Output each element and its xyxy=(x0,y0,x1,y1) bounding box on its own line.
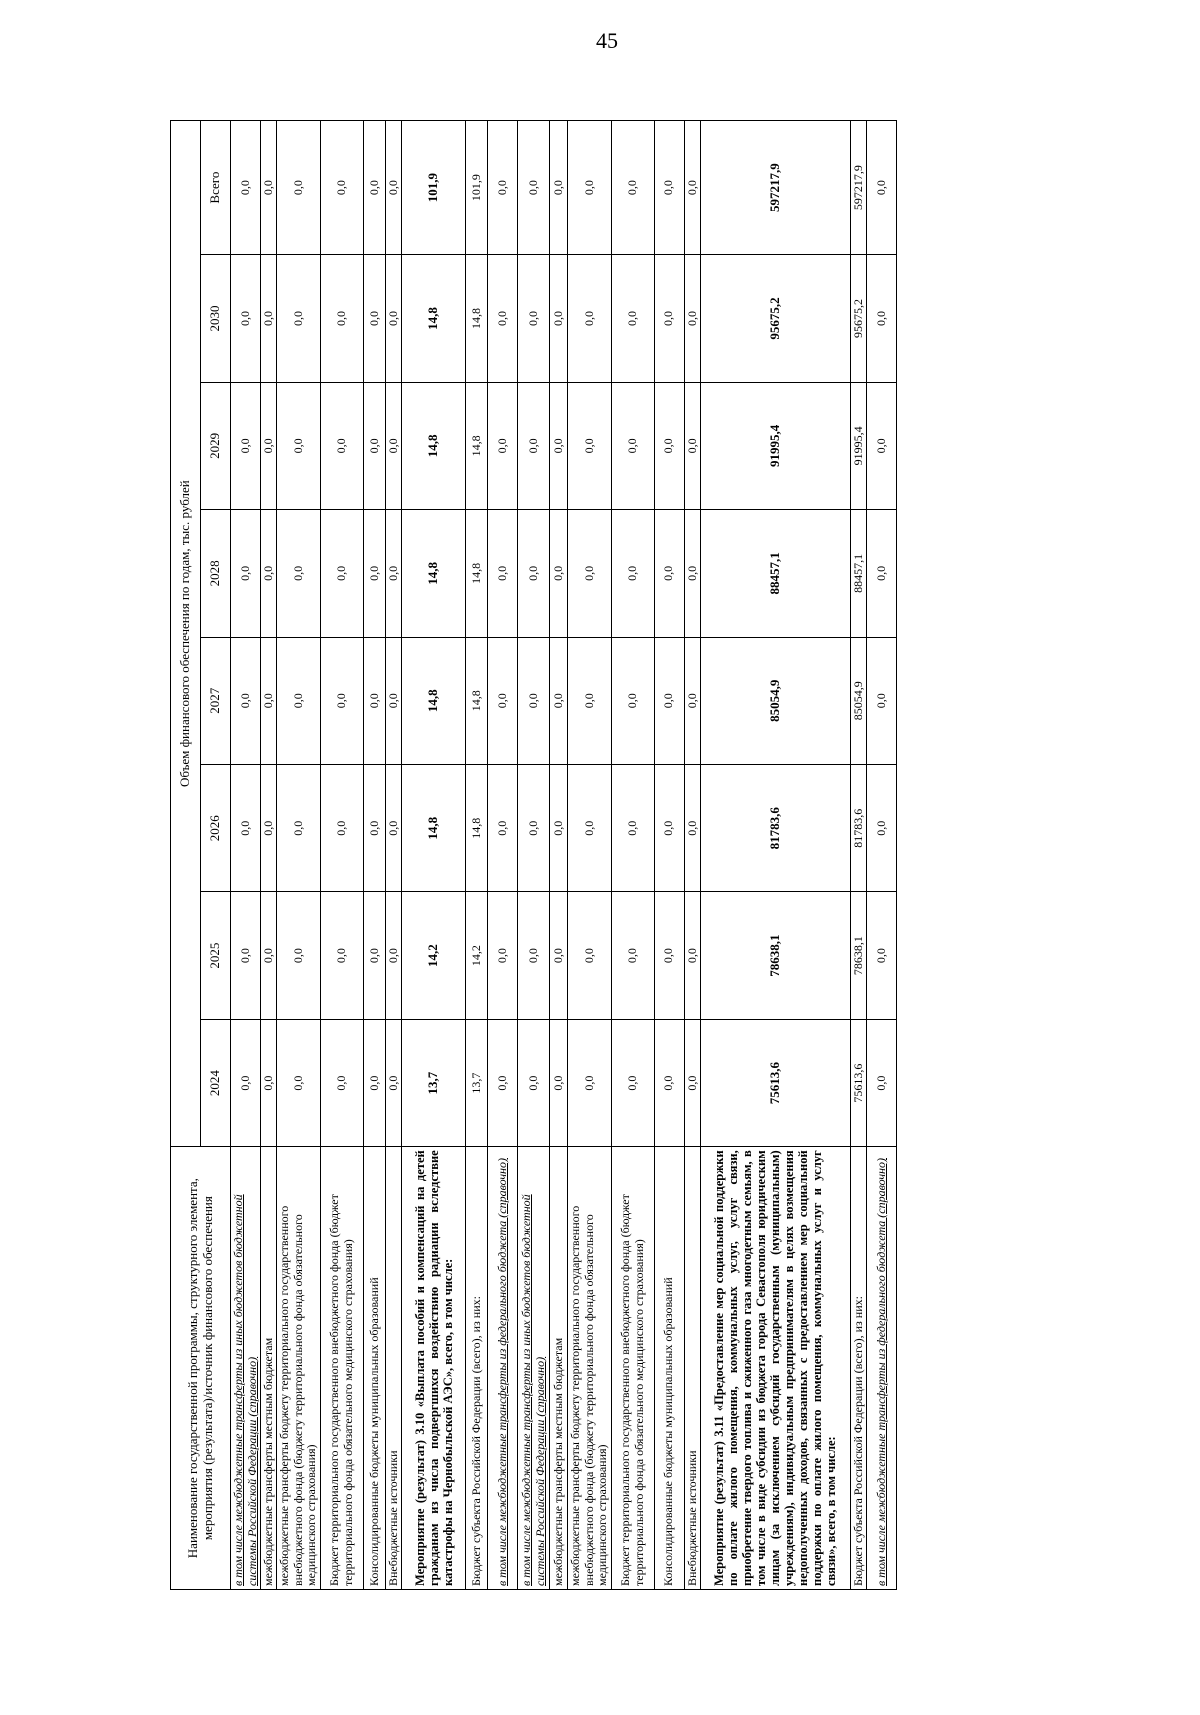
row-value: 0,0 xyxy=(611,892,654,1019)
row-value: 0,0 xyxy=(488,764,518,891)
row-value: 0,0 xyxy=(867,121,897,255)
row-value: 0,0 xyxy=(550,510,568,637)
row-value: 0,0 xyxy=(654,121,684,255)
row-value: 0,0 xyxy=(654,510,684,637)
row-value: 95675,2 xyxy=(850,255,866,382)
row-value: 0,0 xyxy=(611,255,654,382)
row-value: 0,0 xyxy=(568,764,611,891)
row-value: 0,0 xyxy=(231,382,261,509)
row-value: 75613,6 xyxy=(850,1019,866,1146)
row-value: 0,0 xyxy=(550,637,568,764)
table-body xyxy=(231,121,897,1590)
table-row xyxy=(466,121,488,1590)
financing-table xyxy=(170,120,897,1590)
row-value: 0,0 xyxy=(385,892,401,1019)
row-value: 14,8 xyxy=(402,510,466,637)
row-value: 597217,9 xyxy=(700,121,850,255)
row-value: 0,0 xyxy=(684,637,700,764)
row-value: 0,0 xyxy=(385,121,401,255)
table-row xyxy=(611,121,654,1590)
row-value: 0,0 xyxy=(867,1019,897,1146)
row-value: 101,9 xyxy=(466,121,488,255)
row-name: в том числе межбюджетные трансферты из федерального бюджета (справочно) xyxy=(488,1147,518,1590)
row-value: 0,0 xyxy=(277,510,320,637)
row-value: 0,0 xyxy=(654,892,684,1019)
row-value: 88457,1 xyxy=(700,510,850,637)
row-value: 0,0 xyxy=(568,637,611,764)
row-value: 78638,1 xyxy=(700,892,850,1019)
row-value: 0,0 xyxy=(231,1019,261,1146)
row-value: 0,0 xyxy=(277,637,320,764)
row-value: 0,0 xyxy=(654,637,684,764)
table-row xyxy=(684,121,700,1590)
row-value: 14,8 xyxy=(402,637,466,764)
row-value: 91995,4 xyxy=(700,382,850,509)
table-row xyxy=(320,121,363,1590)
row-value: 0,0 xyxy=(867,637,897,764)
row-value: 0,0 xyxy=(550,121,568,255)
row-value: 0,0 xyxy=(363,255,385,382)
table-row xyxy=(550,121,568,1590)
row-value: 0,0 xyxy=(867,510,897,637)
row-value: 0,0 xyxy=(320,510,363,637)
row-value: 0,0 xyxy=(277,255,320,382)
row-name: Бюджет территориального государственного внебюджетного фонда (бюджет территориального фонда обязательного медицинского страхования) xyxy=(320,1147,363,1590)
table-row xyxy=(402,121,466,1590)
header-year: 2025 xyxy=(201,892,231,1019)
row-value: 0,0 xyxy=(488,121,518,255)
table-row xyxy=(277,121,320,1590)
row-value: 0,0 xyxy=(611,764,654,891)
row-value: 14,8 xyxy=(466,382,488,509)
row-value: 0,0 xyxy=(550,1019,568,1146)
row-name: Мероприятие (результат) 3.10 «Выплата пособий и компенсаций на детей гражданам из числа подвергшихся воздействию радиации вследствие катастрофы на Чернобыльской АЭС», всего, в том числе: xyxy=(402,1147,466,1590)
row-value: 14,2 xyxy=(466,892,488,1019)
row-value: 14,8 xyxy=(466,510,488,637)
row-value: 0,0 xyxy=(320,382,363,509)
row-value: 0,0 xyxy=(277,892,320,1019)
row-value: 0,0 xyxy=(231,637,261,764)
row-value: 0,0 xyxy=(568,510,611,637)
row-value: 81783,6 xyxy=(850,764,866,891)
row-value: 0,0 xyxy=(568,892,611,1019)
row-value: 0,0 xyxy=(684,892,700,1019)
row-name: в том числе межбюджетные трансферты из иных бюджетов бюджетной системы Российской Федерации (справочно) xyxy=(231,1147,261,1590)
row-value: 91995,4 xyxy=(850,382,866,509)
row-value: 0,0 xyxy=(363,510,385,637)
row-value: 0,0 xyxy=(518,121,550,255)
row-value: 0,0 xyxy=(320,255,363,382)
row-value: 0,0 xyxy=(261,764,277,891)
header-year: 2026 xyxy=(201,764,231,891)
row-name: Бюджет территориального государственного внебюджетного фонда (бюджет территориального фонда обязательного медицинского страхования) xyxy=(611,1147,654,1590)
row-value: 0,0 xyxy=(363,1019,385,1146)
row-name: Внебюджетные источники xyxy=(684,1147,700,1590)
row-value: 0,0 xyxy=(568,121,611,255)
row-value: 14,8 xyxy=(402,764,466,891)
row-value: 0,0 xyxy=(385,510,401,637)
row-value: 13,7 xyxy=(402,1019,466,1146)
rotated-table-container xyxy=(170,120,1070,1590)
row-value: 0,0 xyxy=(231,764,261,891)
row-value: 0,0 xyxy=(363,382,385,509)
row-value: 0,0 xyxy=(277,382,320,509)
table-row xyxy=(518,121,550,1590)
row-value: 0,0 xyxy=(550,382,568,509)
header-total: Всего xyxy=(201,121,231,255)
row-value: 0,0 xyxy=(320,764,363,891)
row-value: 0,0 xyxy=(518,892,550,1019)
row-value: 0,0 xyxy=(611,121,654,255)
row-name: в том числе межбюджетные трансферты из иных бюджетов бюджетной системы Российской Федерации (справочно) xyxy=(518,1147,550,1590)
row-value: 75613,6 xyxy=(700,1019,850,1146)
row-name: Мероприятие (результат) 3.11 «Предоставление мер социальной поддержки по оплате жилого помещения, коммунальных услуг, услуг связи, приобретение твердого топлива и сжиженного газа многодетным семьям, в том числе в виде субсидии из бюджета города Севастополя юридическим лицам (за исключением субсидий государственным (муниципальным) учреждениям), индивидуальным предпринимателям в целях возмещения недополученных доходов, связанных с предоставлением мер социальной поддержки по оплате жилого помещения, коммунальных услуг и услуг связи», всего, в том числе: xyxy=(700,1147,850,1590)
row-name: межбюджетные трансферты местным бюджетам xyxy=(261,1147,277,1590)
row-value: 0,0 xyxy=(684,255,700,382)
row-value: 81783,6 xyxy=(700,764,850,891)
header-year: 2024 xyxy=(201,1019,231,1146)
row-value: 0,0 xyxy=(385,764,401,891)
row-value: 0,0 xyxy=(684,1019,700,1146)
table-row xyxy=(488,121,518,1590)
row-name: межбюджетные трансферты бюджету территориального государственного внебюджетного фонда (бюджету территориального фонда обязательного медицинского страхования) xyxy=(568,1147,611,1590)
header-year: 2029 xyxy=(201,382,231,509)
row-value: 0,0 xyxy=(867,382,897,509)
row-value: 0,0 xyxy=(867,255,897,382)
row-value: 0,0 xyxy=(488,1019,518,1146)
row-value: 0,0 xyxy=(320,637,363,764)
row-value: 0,0 xyxy=(231,510,261,637)
header-name-column: Наименование государственной программы, структурного элемента, мероприятия (результата)/источник финансового обеспечения xyxy=(171,1147,231,1590)
header-year: 2028 xyxy=(201,510,231,637)
table-row xyxy=(363,121,385,1590)
table-row xyxy=(867,121,897,1590)
row-value: 0,0 xyxy=(320,121,363,255)
row-value: 0,0 xyxy=(277,1019,320,1146)
row-value: 0,0 xyxy=(550,764,568,891)
row-value: 0,0 xyxy=(654,764,684,891)
row-value: 0,0 xyxy=(363,892,385,1019)
row-value: 0,0 xyxy=(684,764,700,891)
row-value: 0,0 xyxy=(568,382,611,509)
header-year: 2027 xyxy=(201,637,231,764)
row-value: 85054,9 xyxy=(700,637,850,764)
row-value: 0,0 xyxy=(654,382,684,509)
row-value: 0,0 xyxy=(568,1019,611,1146)
row-value: 0,0 xyxy=(385,382,401,509)
row-value: 0,0 xyxy=(611,1019,654,1146)
row-value: 14,8 xyxy=(466,637,488,764)
table-row xyxy=(700,121,850,1590)
row-name: межбюджетные трансферты местным бюджетам xyxy=(550,1147,568,1590)
row-value: 13,7 xyxy=(466,1019,488,1146)
header-year: 2030 xyxy=(201,255,231,382)
row-value: 0,0 xyxy=(261,382,277,509)
row-value: 0,0 xyxy=(684,382,700,509)
table-row xyxy=(654,121,684,1590)
row-value: 0,0 xyxy=(518,382,550,509)
row-value: 14,8 xyxy=(402,382,466,509)
row-value: 14,8 xyxy=(466,255,488,382)
row-value: 0,0 xyxy=(654,1019,684,1146)
row-value: 14,8 xyxy=(466,764,488,891)
row-value: 0,0 xyxy=(363,637,385,764)
row-value: 0,0 xyxy=(518,637,550,764)
row-name: межбюджетные трансферты бюджету территориального государственного внебюджетного фонда (бюджету территориального фонда обязательного медицинского страхования) xyxy=(277,1147,320,1590)
row-value: 0,0 xyxy=(385,637,401,764)
row-value: 101,9 xyxy=(402,121,466,255)
row-value: 0,0 xyxy=(611,637,654,764)
row-value: 14,8 xyxy=(402,255,466,382)
row-value: 95675,2 xyxy=(700,255,850,382)
row-value: 0,0 xyxy=(488,637,518,764)
row-value: 0,0 xyxy=(261,1019,277,1146)
row-name: Бюджет субъекта Российской Федерации (всего), из них: xyxy=(466,1147,488,1590)
row-value: 0,0 xyxy=(231,121,261,255)
row-value: 0,0 xyxy=(363,764,385,891)
row-value: 85054,9 xyxy=(850,637,866,764)
row-value: 0,0 xyxy=(518,510,550,637)
row-value: 88457,1 xyxy=(850,510,866,637)
row-value: 0,0 xyxy=(568,255,611,382)
row-name: в том числе межбюджетные трансферты из федерального бюджета (справочно) xyxy=(867,1147,897,1590)
row-value: 0,0 xyxy=(488,510,518,637)
row-value: 0,0 xyxy=(363,121,385,255)
row-value: 0,0 xyxy=(231,255,261,382)
row-value: 0,0 xyxy=(277,764,320,891)
row-value: 0,0 xyxy=(518,1019,550,1146)
table-row xyxy=(850,121,866,1590)
row-name: Внебюджетные источники xyxy=(385,1147,401,1590)
row-value: 0,0 xyxy=(867,892,897,1019)
row-value: 0,0 xyxy=(684,121,700,255)
row-value: 0,0 xyxy=(385,255,401,382)
row-value: 0,0 xyxy=(684,510,700,637)
table-row xyxy=(261,121,277,1590)
row-value: 0,0 xyxy=(611,510,654,637)
row-value: 0,0 xyxy=(654,255,684,382)
page-number: 45 xyxy=(596,28,618,53)
header-row-1 xyxy=(171,121,201,1590)
row-value: 0,0 xyxy=(320,1019,363,1146)
header-volume-title: Объем финансового обеспечения по годам, тыс. рублей xyxy=(171,121,201,1147)
row-value: 597217,9 xyxy=(850,121,866,255)
row-value: 14,2 xyxy=(402,892,466,1019)
row-value: 78638,1 xyxy=(850,892,866,1019)
row-value: 0,0 xyxy=(385,1019,401,1146)
row-value: 0,0 xyxy=(611,382,654,509)
row-value: 0,0 xyxy=(261,255,277,382)
row-value: 0,0 xyxy=(261,510,277,637)
row-name: Бюджет субъекта Российской Федерации (всего), из них: xyxy=(850,1147,866,1590)
row-value: 0,0 xyxy=(488,892,518,1019)
row-value: 0,0 xyxy=(550,255,568,382)
row-value: 0,0 xyxy=(518,255,550,382)
row-value: 0,0 xyxy=(488,255,518,382)
row-name: Консолидированные бюджеты муниципальных образований xyxy=(654,1147,684,1590)
row-value: 0,0 xyxy=(277,121,320,255)
table-row xyxy=(385,121,401,1590)
row-value: 0,0 xyxy=(261,121,277,255)
row-value: 0,0 xyxy=(550,892,568,1019)
table-row xyxy=(231,121,261,1590)
row-value: 0,0 xyxy=(320,892,363,1019)
row-value: 0,0 xyxy=(231,892,261,1019)
row-value: 0,0 xyxy=(518,764,550,891)
row-value: 0,0 xyxy=(261,892,277,1019)
row-value: 0,0 xyxy=(488,382,518,509)
row-value: 0,0 xyxy=(261,637,277,764)
row-name: Консолидированные бюджеты муниципальных образований xyxy=(363,1147,385,1590)
table-row xyxy=(568,121,611,1590)
row-value: 0,0 xyxy=(867,764,897,891)
